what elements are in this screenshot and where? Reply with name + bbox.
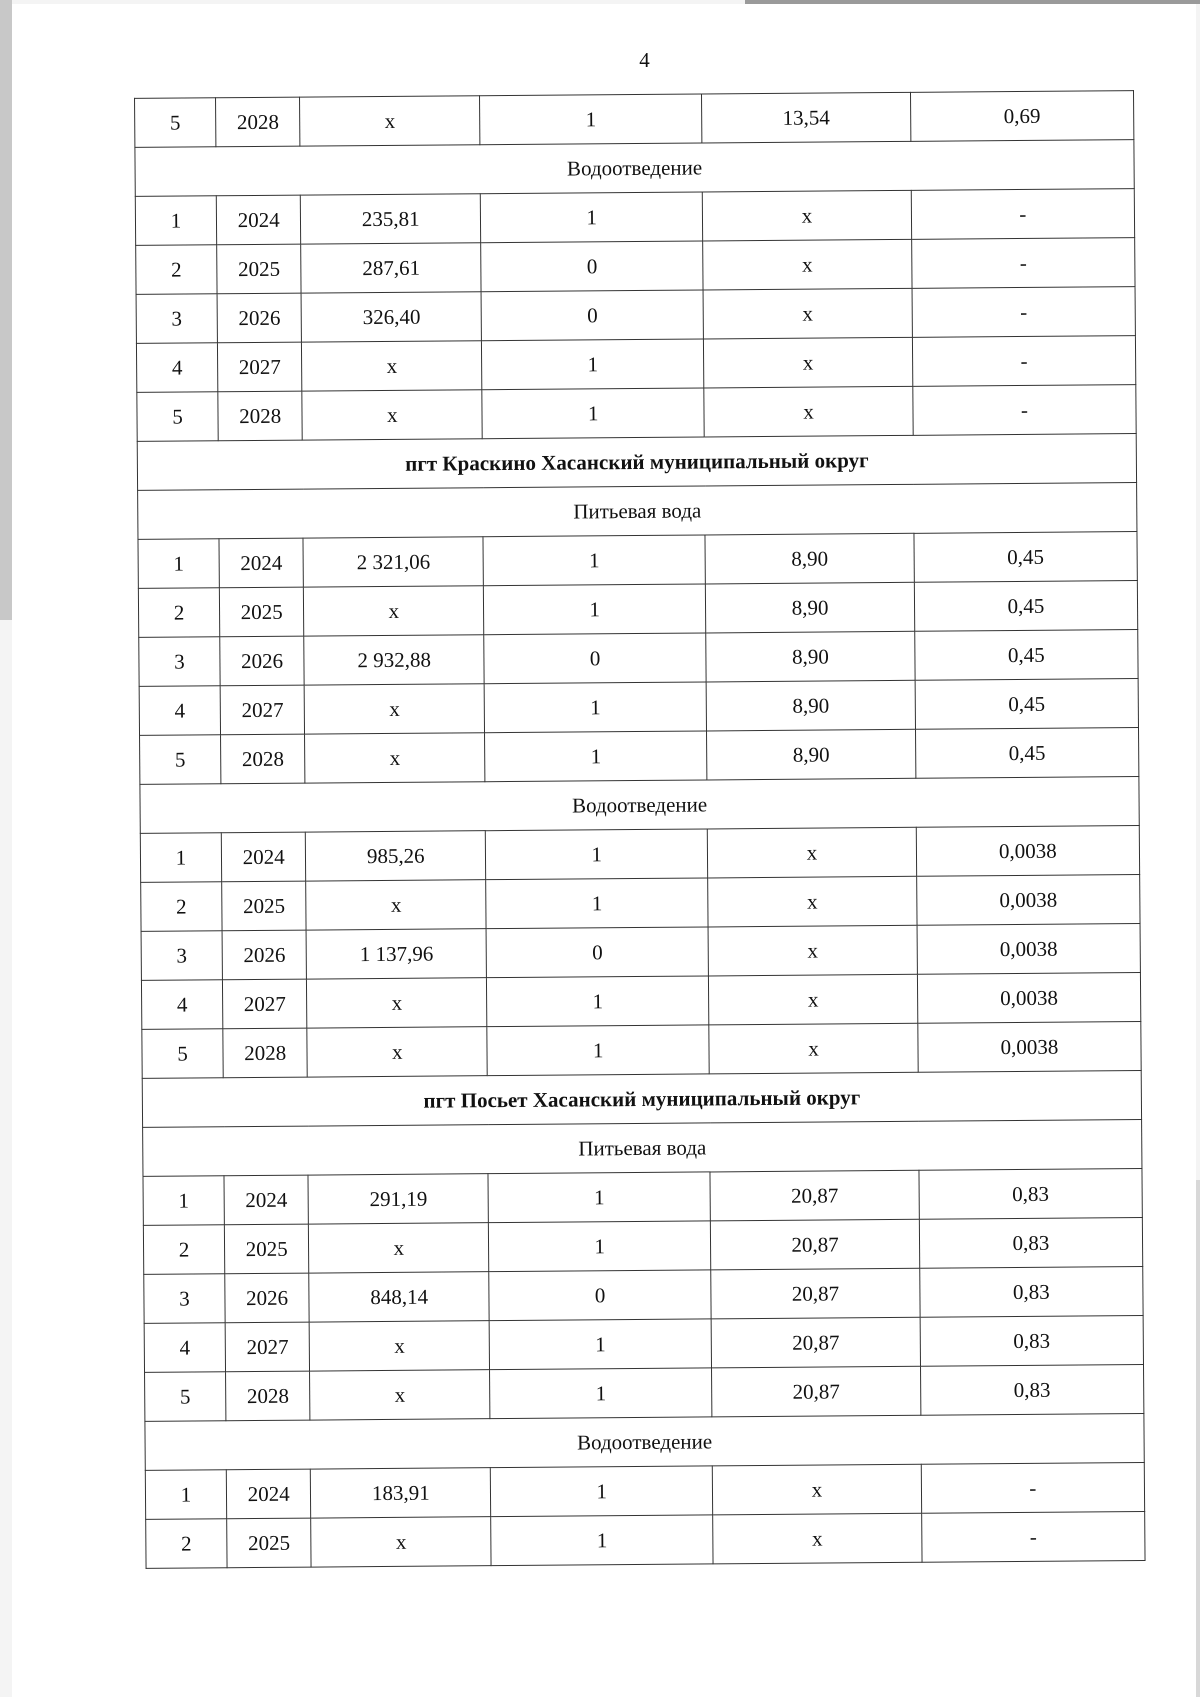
row-number-cell: 1 xyxy=(143,1176,224,1226)
row-number-cell: 3 xyxy=(139,637,220,687)
row-number-cell: 3 xyxy=(136,294,217,344)
ratio-cell: 0,83 xyxy=(920,1365,1144,1416)
indicator-cell: 8,90 xyxy=(705,533,914,584)
ratio-cell: 0,83 xyxy=(919,1218,1143,1269)
section-row xyxy=(135,140,1134,197)
table-row xyxy=(137,385,1136,442)
row-number-cell: 4 xyxy=(136,343,217,393)
table-row xyxy=(146,1512,1145,1569)
indicator-cell: x xyxy=(709,974,918,1025)
ratio-cell: 0,83 xyxy=(919,1169,1143,1220)
value-cell: x xyxy=(310,1370,490,1420)
flag-cell: 1 xyxy=(488,1172,710,1223)
year-cell: 2025 xyxy=(222,881,307,931)
value-cell: x xyxy=(307,1027,487,1077)
flag-cell: 1 xyxy=(489,1319,711,1370)
year-cell: 2028 xyxy=(226,1371,311,1421)
table-row xyxy=(139,679,1138,736)
year-cell: 2025 xyxy=(224,1224,309,1274)
table-row xyxy=(135,189,1134,246)
row-number-cell: 4 xyxy=(141,980,222,1030)
flag-cell: 0 xyxy=(486,927,708,978)
ratio-cell: 0,83 xyxy=(920,1267,1144,1318)
indicator-cell: x xyxy=(704,386,913,437)
value-cell: x xyxy=(302,390,482,440)
value-cell: 985,26 xyxy=(306,831,486,881)
year-cell: 2027 xyxy=(225,1322,310,1372)
flag-cell: 0 xyxy=(484,633,706,684)
section-row xyxy=(138,483,1137,540)
table-row xyxy=(143,1169,1142,1226)
indicator-cell: 20,87 xyxy=(712,1366,921,1417)
year-cell: 2026 xyxy=(220,636,305,686)
indicator-cell: 13,54 xyxy=(702,92,911,143)
table-row xyxy=(140,826,1139,883)
ratio-cell: - xyxy=(912,336,1136,387)
row-number-cell: 5 xyxy=(137,392,218,442)
flag-cell: 1 xyxy=(482,388,704,439)
value-cell: 2 932,88 xyxy=(304,635,484,685)
year-cell: 2024 xyxy=(226,1469,311,1519)
section-title: Водоотведение xyxy=(135,140,1134,197)
year-cell: 2024 xyxy=(216,195,301,245)
flag-cell: 1 xyxy=(491,1515,713,1566)
flag-cell: 1 xyxy=(485,829,707,880)
ratio-cell: 0,45 xyxy=(915,728,1139,779)
value-cell: 183,91 xyxy=(311,1468,491,1518)
year-cell: 2026 xyxy=(222,930,307,980)
table-row xyxy=(136,287,1135,344)
ratio-cell: 0,0038 xyxy=(917,973,1141,1024)
tariff-table xyxy=(134,90,1146,1569)
ratio-cell: 0,69 xyxy=(910,91,1134,142)
locality-heading: пгт Краскино Хасанский муниципальный округ xyxy=(137,434,1136,491)
ratio-cell: 0,45 xyxy=(914,581,1138,632)
ratio-cell: - xyxy=(912,287,1136,338)
year-cell: 2024 xyxy=(219,538,304,588)
ratio-cell: 0,0038 xyxy=(917,924,1141,975)
ratio-cell: 0,83 xyxy=(920,1316,1144,1367)
indicator-cell: x xyxy=(703,288,912,339)
value-cell: 1 137,96 xyxy=(306,929,486,979)
indicator-cell: x xyxy=(707,827,916,878)
value-cell: 235,81 xyxy=(301,194,481,244)
row-number-cell: 3 xyxy=(144,1274,225,1324)
year-cell: 2025 xyxy=(219,587,304,637)
value-cell: x xyxy=(300,96,480,146)
table-row xyxy=(143,1218,1142,1275)
indicator-cell: x xyxy=(713,1513,922,1564)
table-row xyxy=(144,1316,1143,1373)
row-number-cell: 2 xyxy=(143,1225,224,1275)
section-title: Питьевая вода xyxy=(143,1120,1142,1177)
table-row xyxy=(136,336,1135,393)
flag-cell: 1 xyxy=(489,1221,711,1272)
table-row xyxy=(139,630,1138,687)
year-cell: 2028 xyxy=(218,391,303,441)
row-number-cell: 4 xyxy=(139,686,220,736)
indicator-cell: 20,87 xyxy=(710,1170,919,1221)
year-cell: 2028 xyxy=(223,1028,308,1078)
ratio-cell: - xyxy=(921,1463,1145,1514)
section-row xyxy=(145,1414,1144,1471)
row-number-cell: 2 xyxy=(146,1519,227,1569)
locality-heading-row xyxy=(142,1071,1141,1128)
locality-heading: пгт Посьет Хасанский муниципальный округ xyxy=(142,1071,1141,1128)
table-row xyxy=(135,91,1134,148)
ratio-cell: 0,45 xyxy=(915,679,1139,730)
row-number-cell: 3 xyxy=(141,931,222,981)
table-row xyxy=(140,728,1139,785)
row-number-cell: 2 xyxy=(141,882,222,932)
flag-cell: 0 xyxy=(489,1270,711,1321)
value-cell: 2 321,06 xyxy=(303,537,483,587)
flag-cell: 0 xyxy=(481,290,703,341)
indicator-cell: 8,90 xyxy=(706,680,915,731)
ratio-cell: 0,45 xyxy=(915,630,1139,681)
flag-cell: 1 xyxy=(480,192,702,243)
table-row xyxy=(145,1463,1144,1520)
year-cell: 2026 xyxy=(217,293,302,343)
year-cell: 2028 xyxy=(216,97,301,147)
ratio-cell: 0,0038 xyxy=(918,1022,1142,1073)
value-cell: 287,61 xyxy=(301,243,481,293)
ratio-cell: 0,0038 xyxy=(917,875,1141,926)
scan-edge-right xyxy=(1196,1180,1200,1697)
row-number-cell: 5 xyxy=(135,98,216,148)
value-cell: x xyxy=(305,733,485,783)
row-number-cell: 5 xyxy=(145,1372,226,1422)
year-cell: 2027 xyxy=(220,685,305,735)
table-body xyxy=(135,91,1146,1569)
indicator-cell: x xyxy=(704,337,913,388)
ratio-cell: - xyxy=(922,1512,1146,1563)
row-number-cell: 2 xyxy=(138,588,219,638)
table-row xyxy=(144,1267,1143,1324)
value-cell: 291,19 xyxy=(308,1174,488,1224)
flag-cell: 1 xyxy=(484,584,706,635)
year-cell: 2027 xyxy=(222,979,307,1029)
indicator-cell: x xyxy=(712,1464,921,1515)
value-cell: x xyxy=(307,978,487,1028)
indicator-cell: 8,90 xyxy=(706,631,915,682)
table-row xyxy=(136,238,1135,295)
value-cell: x xyxy=(309,1223,489,1273)
value-cell: 848,14 xyxy=(309,1272,489,1322)
indicator-cell: x xyxy=(703,239,912,290)
indicator-cell: 8,90 xyxy=(707,729,916,780)
indicator-cell: 20,87 xyxy=(711,1317,920,1368)
ratio-cell: 0,0038 xyxy=(916,826,1140,877)
indicator-cell: 8,90 xyxy=(706,582,915,633)
row-number-cell: 1 xyxy=(145,1470,226,1520)
row-number-cell: 5 xyxy=(140,735,221,785)
flag-cell: 1 xyxy=(480,94,702,145)
flag-cell: 1 xyxy=(486,878,708,929)
ratio-cell: - xyxy=(912,238,1136,289)
value-cell: x xyxy=(302,341,482,391)
ratio-cell: - xyxy=(911,189,1135,240)
year-cell: 2024 xyxy=(221,832,306,882)
page-number: 4 xyxy=(639,48,650,72)
flag-cell: 1 xyxy=(484,682,706,733)
row-number-cell: 5 xyxy=(142,1029,223,1079)
flag-cell: 1 xyxy=(490,1466,712,1517)
flag-cell: 1 xyxy=(490,1368,712,1419)
table-row xyxy=(141,875,1140,932)
table-row xyxy=(141,924,1140,981)
year-cell: 2027 xyxy=(217,342,302,392)
section-row xyxy=(143,1120,1142,1177)
value-cell: x xyxy=(306,880,486,930)
year-cell: 2026 xyxy=(225,1273,310,1323)
section-title: Водоотведение xyxy=(145,1414,1144,1471)
flag-cell: 1 xyxy=(483,535,705,586)
value-cell: x xyxy=(311,1517,491,1567)
flag-cell: 1 xyxy=(487,976,709,1027)
table-row xyxy=(141,973,1140,1030)
row-number-cell: 4 xyxy=(144,1323,225,1373)
row-number-cell: 2 xyxy=(136,245,217,295)
value-cell: x xyxy=(305,684,485,734)
ratio-cell: 0,45 xyxy=(914,532,1138,583)
locality-heading-row xyxy=(137,434,1136,491)
row-number-cell: 1 xyxy=(135,196,216,246)
flag-cell: 1 xyxy=(487,1025,709,1076)
table-row xyxy=(145,1365,1144,1422)
table-container xyxy=(134,90,1146,1569)
indicator-cell: 20,87 xyxy=(711,1268,920,1319)
indicator-cell: x xyxy=(702,190,911,241)
year-cell: 2025 xyxy=(217,244,302,294)
indicator-cell: 20,87 xyxy=(711,1219,920,1270)
table-row xyxy=(138,581,1137,638)
flag-cell: 0 xyxy=(481,241,703,292)
section-row xyxy=(140,777,1139,834)
year-cell: 2024 xyxy=(224,1175,309,1225)
document-page xyxy=(12,4,1196,1697)
row-number-cell: 1 xyxy=(138,539,219,589)
indicator-cell: x xyxy=(708,925,917,976)
section-title: Водоотведение xyxy=(140,777,1139,834)
flag-cell: 1 xyxy=(482,339,704,390)
year-cell: 2028 xyxy=(221,734,306,784)
row-number-cell: 1 xyxy=(140,833,221,883)
flag-cell: 1 xyxy=(485,731,707,782)
value-cell: 326,40 xyxy=(301,292,481,342)
indicator-cell: x xyxy=(708,876,917,927)
section-title: Питьевая вода xyxy=(138,483,1137,540)
indicator-cell: x xyxy=(709,1023,918,1074)
ratio-cell: - xyxy=(913,385,1137,436)
value-cell: x xyxy=(304,586,484,636)
scan-edge-left xyxy=(0,0,12,620)
value-cell: x xyxy=(310,1321,490,1371)
year-cell: 2025 xyxy=(227,1518,312,1568)
table-row xyxy=(138,532,1137,589)
table-row xyxy=(142,1022,1141,1079)
